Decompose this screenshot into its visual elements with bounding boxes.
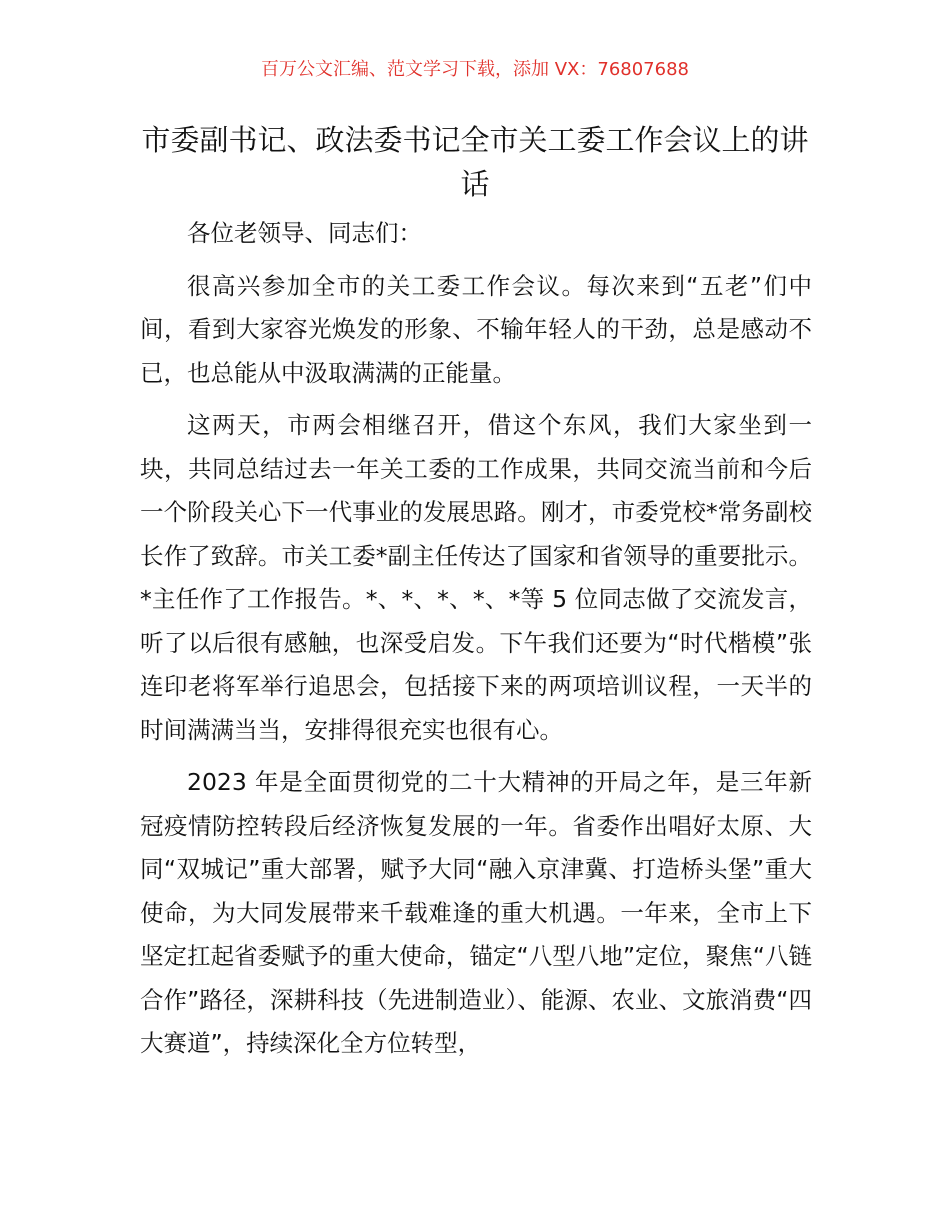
paragraph-3: 2023 年是全面贯彻党的二十大精神的开局之年，是三年新冠疫情防控转段后经济恢复发展的一年。省委作出唱好太原、大同“双城记”重大部署，赋予大同“融入京津冀、打造桥头堡”重大使命，为大同发展带来千载难逢的重大机遇。一年来，全市上下坚定扛起省委赋予的重大使命，锚定“八型八地”定位，聚焦“八链合作”路径，深耕科技（先进制造业）、能源、农业、文旅消费“四大赛道”，持续深化全方位转型， bbox=[140, 768, 812, 1057]
paragraph-2: 这两天，市两会相继召开，借这个东风，我们大家坐到一块，共同总结过去一年关工委的工作成果，共同交流当前和今后一个阶段关心下一代事业的发展思路。刚才，市委党校*常务副校长作了致辞。市关工委*副主任传达了国家和省领导的重要批示。*主任作了工作报告。*、*、*、*、*等 5 位同志做了交流发言，听了以后很有感触，也深受启发。下午我们还要为“时代楷模”张连印老将军举行追思会，包括接下来的两项培训议程，一天半的时间满满当当，安排得很充实也很有心。 bbox=[140, 411, 812, 744]
document-body bbox=[140, 212, 812, 1075]
promo-header: 百万公文汇编、范文学习下载，添加 VX：76807688 bbox=[261, 59, 689, 80]
salutation: 各位老领导、同志们： bbox=[187, 219, 422, 247]
paragraph-1: 很高兴参加全市的关工委工作会议。每次来到“五老”们中间，看到大家容光焕发的形象、不输年轻人的干劲，总是感动不已，也总能从中汲取满满的正能量。 bbox=[140, 271, 812, 387]
document-title: 市委副书记、政法委书记全市关工委工作会议上的讲话 bbox=[141, 123, 809, 201]
